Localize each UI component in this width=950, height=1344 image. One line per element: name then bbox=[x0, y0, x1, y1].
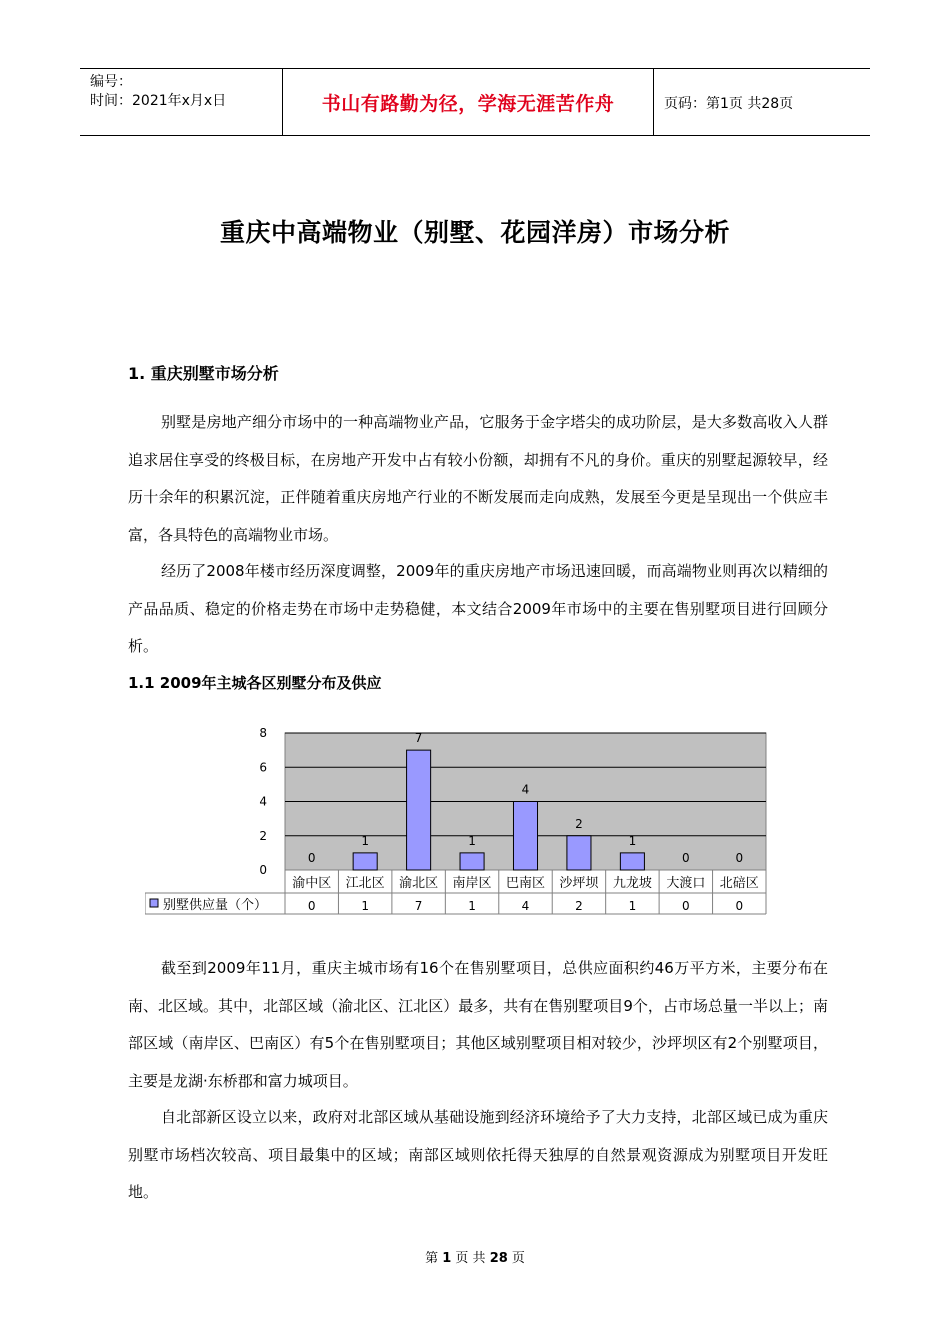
x-category-label: 渝北区 bbox=[399, 876, 439, 891]
bar-value-label: 7 bbox=[414, 731, 423, 746]
bar-value-label: 1 bbox=[361, 833, 369, 848]
bar-value-label: 0 bbox=[735, 851, 744, 865]
bar bbox=[567, 836, 591, 870]
bar bbox=[460, 853, 484, 870]
header-motto: 书山有路勤为径，学海无涯苦作舟 bbox=[282, 69, 654, 135]
x-category-label: 江北区 bbox=[345, 876, 385, 891]
table-value: 1 bbox=[628, 899, 637, 913]
page-header bbox=[80, 68, 870, 136]
table-value: 0 bbox=[735, 899, 744, 913]
x-category-label: 巴南区 bbox=[505, 876, 546, 891]
y-tick-label: 0 bbox=[259, 863, 267, 877]
x-category-label: 沙坪坝 bbox=[559, 876, 599, 891]
table-value: 2 bbox=[575, 899, 583, 913]
bar-value-label: 0 bbox=[682, 851, 690, 865]
table-value: 0 bbox=[307, 899, 316, 913]
x-category-label: 大渡口 bbox=[666, 876, 706, 891]
footer-total-pages: 28 bbox=[489, 1251, 508, 1266]
footer-mid: 页 共 bbox=[455, 1251, 486, 1266]
legend-series-name: 别墅供应量（个） bbox=[163, 898, 268, 913]
legend-swatch bbox=[150, 899, 158, 907]
y-tick-label: 8 bbox=[259, 726, 267, 740]
villa-supply-chart bbox=[145, 725, 770, 920]
bar bbox=[407, 750, 431, 870]
bar-value-label: 1 bbox=[628, 833, 637, 848]
bar-value-label: 1 bbox=[468, 833, 476, 848]
footer-prefix: 第 bbox=[425, 1251, 439, 1266]
bar-value-label: 2 bbox=[575, 816, 583, 831]
x-category-label: 渝中区 bbox=[292, 876, 332, 891]
table-value: 0 bbox=[682, 899, 690, 913]
paragraph-north-south: 自北部新区设立以来，政府对北部区域从基础设施到经济环境给予了大力支持，北部区域已成为重庆别墅市场档次较高、项目最集中的区域；南部区域则依托得天独厚的自然景观资源成为别墅项目开发旺地。 bbox=[128, 1108, 828, 1201]
x-category-label: 九龙坡 bbox=[612, 876, 652, 891]
bar-value-label: 0 bbox=[307, 851, 316, 865]
paragraph-2009-review: 经历了2008年楼市经历深度调整，2009年的重庆房地产市场迅速回暖，而高端物业则再次以精细的产品品质、稳定的价格走势在市场中走势稳健，本文结合2009年市场中的主要在售别墅项目进行回顾分析。 bbox=[128, 562, 828, 655]
header-page-info: 页码：第1页 共28页 bbox=[664, 96, 794, 112]
chart-svg bbox=[145, 725, 770, 920]
paragraph-intro: 别墅是房地产细分市场中的一种高端物业产品，它服务于金字塔尖的成功阶层，是大多数高收入人群追求居住享受的终极目标，在房地产开发中占有较小份额，却拥有不凡的身价。重庆的别墅起源较早，经历十余年的积累沉淀，正伴随着重庆房地产行业的不断发展而走向成熟，发展至今更是呈现出一个供应丰富，各具特色的高端物业市场。 bbox=[128, 413, 828, 544]
table-value: 1 bbox=[361, 899, 369, 913]
section-heading-1-1: 1.1 2009年主城各区别墅分布及供应 bbox=[128, 674, 382, 692]
y-tick-label: 6 bbox=[259, 760, 267, 775]
table-value: 7 bbox=[414, 899, 423, 913]
x-category-label: 南岸区 bbox=[452, 876, 492, 891]
header-number: 编号： bbox=[90, 74, 132, 90]
table-value: 4 bbox=[521, 899, 530, 913]
bar bbox=[620, 853, 644, 870]
table-value: 1 bbox=[468, 899, 476, 913]
page-footer bbox=[0, 1247, 950, 1266]
bar bbox=[353, 853, 377, 870]
header-date: 时间：2021年x月x日 bbox=[90, 93, 227, 109]
footer-page-number: 1 bbox=[442, 1251, 452, 1266]
section-heading-1: 1. 重庆别墅市场分析 bbox=[128, 364, 279, 383]
paragraph-supply-summary: 截至到2009年11月，重庆主城市场有16个在售别墅项目，总供应面积约46万平方米，主要分布在南、北区域。其中，北部区域（渝北区、江北区）最多，共有在售别墅项目9个，占市场总量一半以上；南部区域（南岸区、巴南区）有5个在售别墅项目；其他区域别墅项目相对较少，沙坪坝区有2个别墅项目，主要是龙湖·东桥郡和富力城项目。 bbox=[128, 959, 828, 1090]
y-tick-label: 4 bbox=[259, 794, 267, 809]
x-category-label: 北碚区 bbox=[719, 876, 759, 891]
bar bbox=[513, 802, 537, 871]
y-tick-label: 2 bbox=[259, 828, 267, 843]
header-meta bbox=[90, 73, 226, 111]
bar-value-label: 4 bbox=[521, 782, 530, 797]
footer-suffix: 页 bbox=[511, 1251, 525, 1266]
document-title: 重庆中高端物业（别墅、花园洋房）市场分析 bbox=[219, 218, 730, 247]
